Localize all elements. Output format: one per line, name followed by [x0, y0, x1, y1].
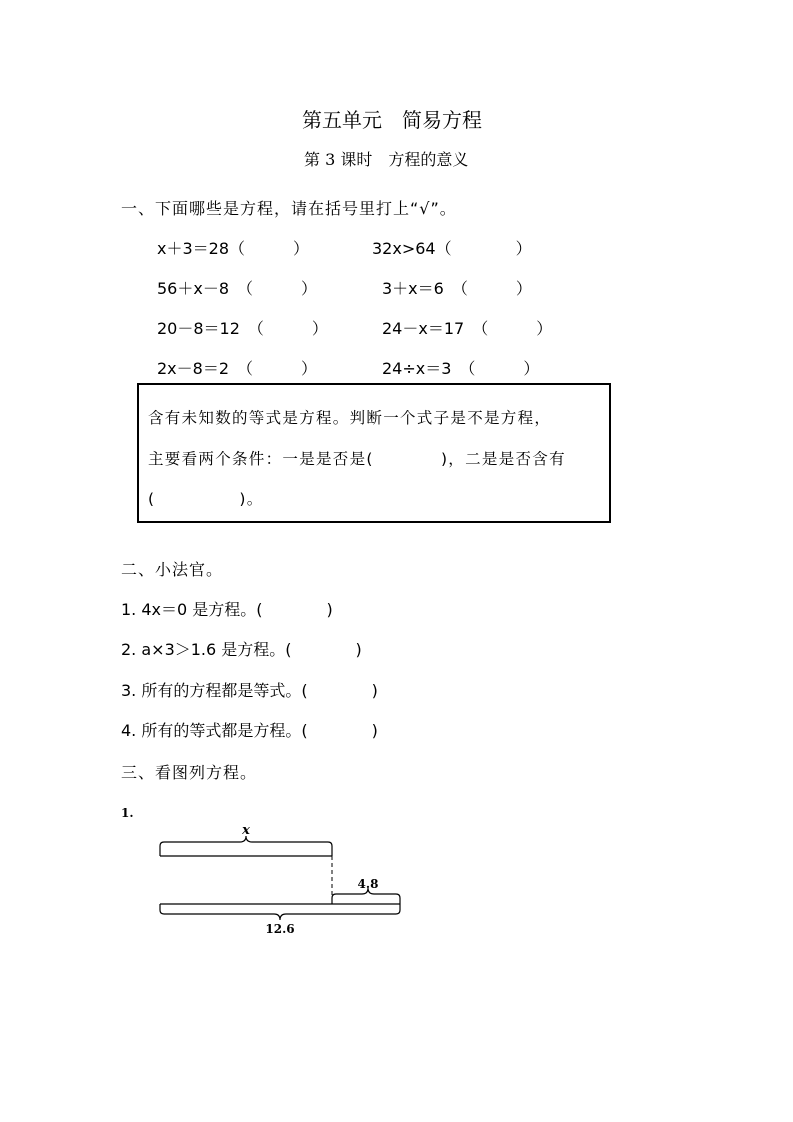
total-label: 12.6 — [265, 922, 295, 936]
equation-item: 24÷x＝3 （ ） — [382, 359, 540, 378]
small-label: 4.8 — [357, 877, 379, 891]
judge-item: 4. 所有的等式都是方程。( ) — [121, 721, 378, 740]
x-label: x — [242, 823, 250, 838]
section2-heading: 二、小法官。 — [121, 560, 224, 579]
figure-number: 1. — [121, 806, 134, 820]
judge-item: 3. 所有的方程都是等式。( ) — [121, 681, 378, 700]
section1-heading: 一、下面哪些是方程，请在括号里打上“√”。 — [121, 199, 457, 218]
equation-item: 32x>64（ ） — [372, 239, 532, 258]
page-title: 第五单元 简易方程 — [302, 108, 482, 132]
segment-diagram — [150, 820, 410, 940]
equation-item: x＋3＝28（ ） — [157, 239, 310, 258]
equation-item: 20－8＝12 （ ） — [157, 319, 328, 338]
equation-item: 3＋x＝6 （ ） — [382, 279, 532, 298]
equation-item: 56＋x－8 （ ） — [157, 279, 318, 298]
hint-line: 含有未知数的等式是方程。判断一个式子是不是方程， — [148, 409, 552, 427]
section3-heading: 三、看图列方程。 — [121, 763, 258, 782]
equation-item: 2x－8＝2 （ ） — [157, 359, 318, 378]
total-brace — [160, 904, 400, 920]
x-brace — [160, 836, 332, 856]
judge-item: 1. 4x＝0 是方程。( ) — [121, 600, 333, 619]
hint-line: ( )。 — [148, 490, 264, 508]
equation-item: 24－x＝17 （ ） — [382, 319, 553, 338]
lesson-subtitle: 第 3 课时 方程的意义 — [304, 150, 469, 169]
judge-item: 2. a×3＞1.6 是方程。( ) — [121, 640, 362, 659]
hint-line: 主要看两个条件：一是是否是( )，二是是否含有 — [148, 450, 566, 468]
